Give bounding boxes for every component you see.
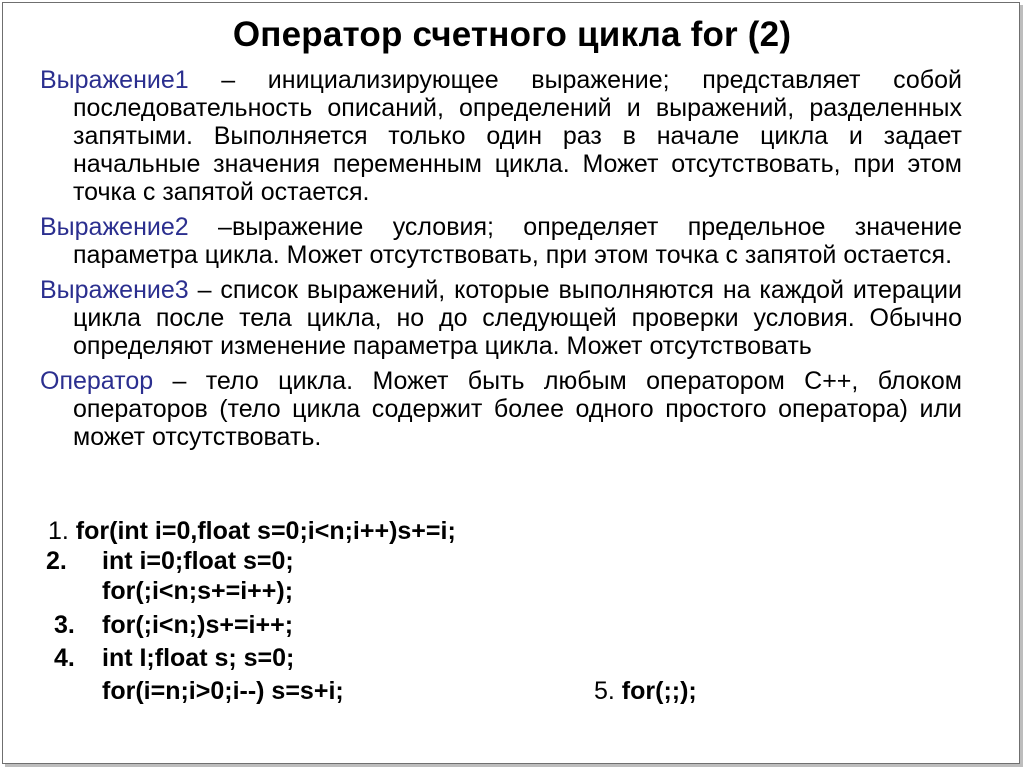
example-4-number: 4. xyxy=(54,644,75,672)
example-5 xyxy=(594,676,697,706)
slide-title: Оператор счетного цикла for (2) xyxy=(232,15,792,54)
definition-expression2 xyxy=(40,213,962,269)
definition-text: – инициализирующее выражение; представляет собой последовательность описаний, определений и выражений, разделенных запятыми. Выполняется только один раз в начале цикла и задает начальные значения переменным цикла. Может отсутствовать, при этом точка с запятой остается. xyxy=(73,66,962,206)
example-2-number: 2. xyxy=(46,547,67,575)
example-2-line-1: int i=0;float s=0; xyxy=(102,547,294,575)
example-3-number: 3. xyxy=(54,611,75,639)
definition-text: – список выражений, которые выполняются на каждой итерации цикла после тела цикла, но до следующей проверки условия. Обычно определяют изменение параметра цикла. Может отсутствовать xyxy=(73,276,962,360)
definition-term: Выражение3 xyxy=(40,276,189,304)
definition-term: Выражение2 xyxy=(40,213,189,241)
example-4-line-1: int I;float s; s=0; xyxy=(102,644,295,672)
example-code: for(int i=0,float s=0;i<n;i++)s+=i; xyxy=(75,517,456,545)
example-4-line-2: for(i=n;i>0;i--) s=s+i; xyxy=(102,677,344,705)
example-2-line-2: for(;i<n;s+=i++); xyxy=(102,577,294,605)
definitions-list xyxy=(40,66,962,458)
example-number: 5. xyxy=(594,677,615,705)
definition-term: Оператор xyxy=(40,367,154,395)
example-1 xyxy=(48,516,456,546)
example-code: for(;;); xyxy=(614,677,697,705)
example-number: 1. xyxy=(48,517,76,545)
definition-text: –выражение условия; определяет предельное значение параметра цикла. Может отсутствовать, при этом точка с запятой остается. xyxy=(73,213,962,269)
definition-operator xyxy=(40,367,962,451)
definition-expression3 xyxy=(40,276,962,360)
definition-expression1 xyxy=(40,66,962,206)
example-3-code: for(;i<n;)s+=i++; xyxy=(102,611,294,639)
definition-term: Выражение1 xyxy=(40,66,189,94)
definition-text: – тело цикла. Может быть любым оператором С++, блоком операторов (тело цикла содержит более одного простого оператора) или может отсутствовать. xyxy=(73,367,962,451)
